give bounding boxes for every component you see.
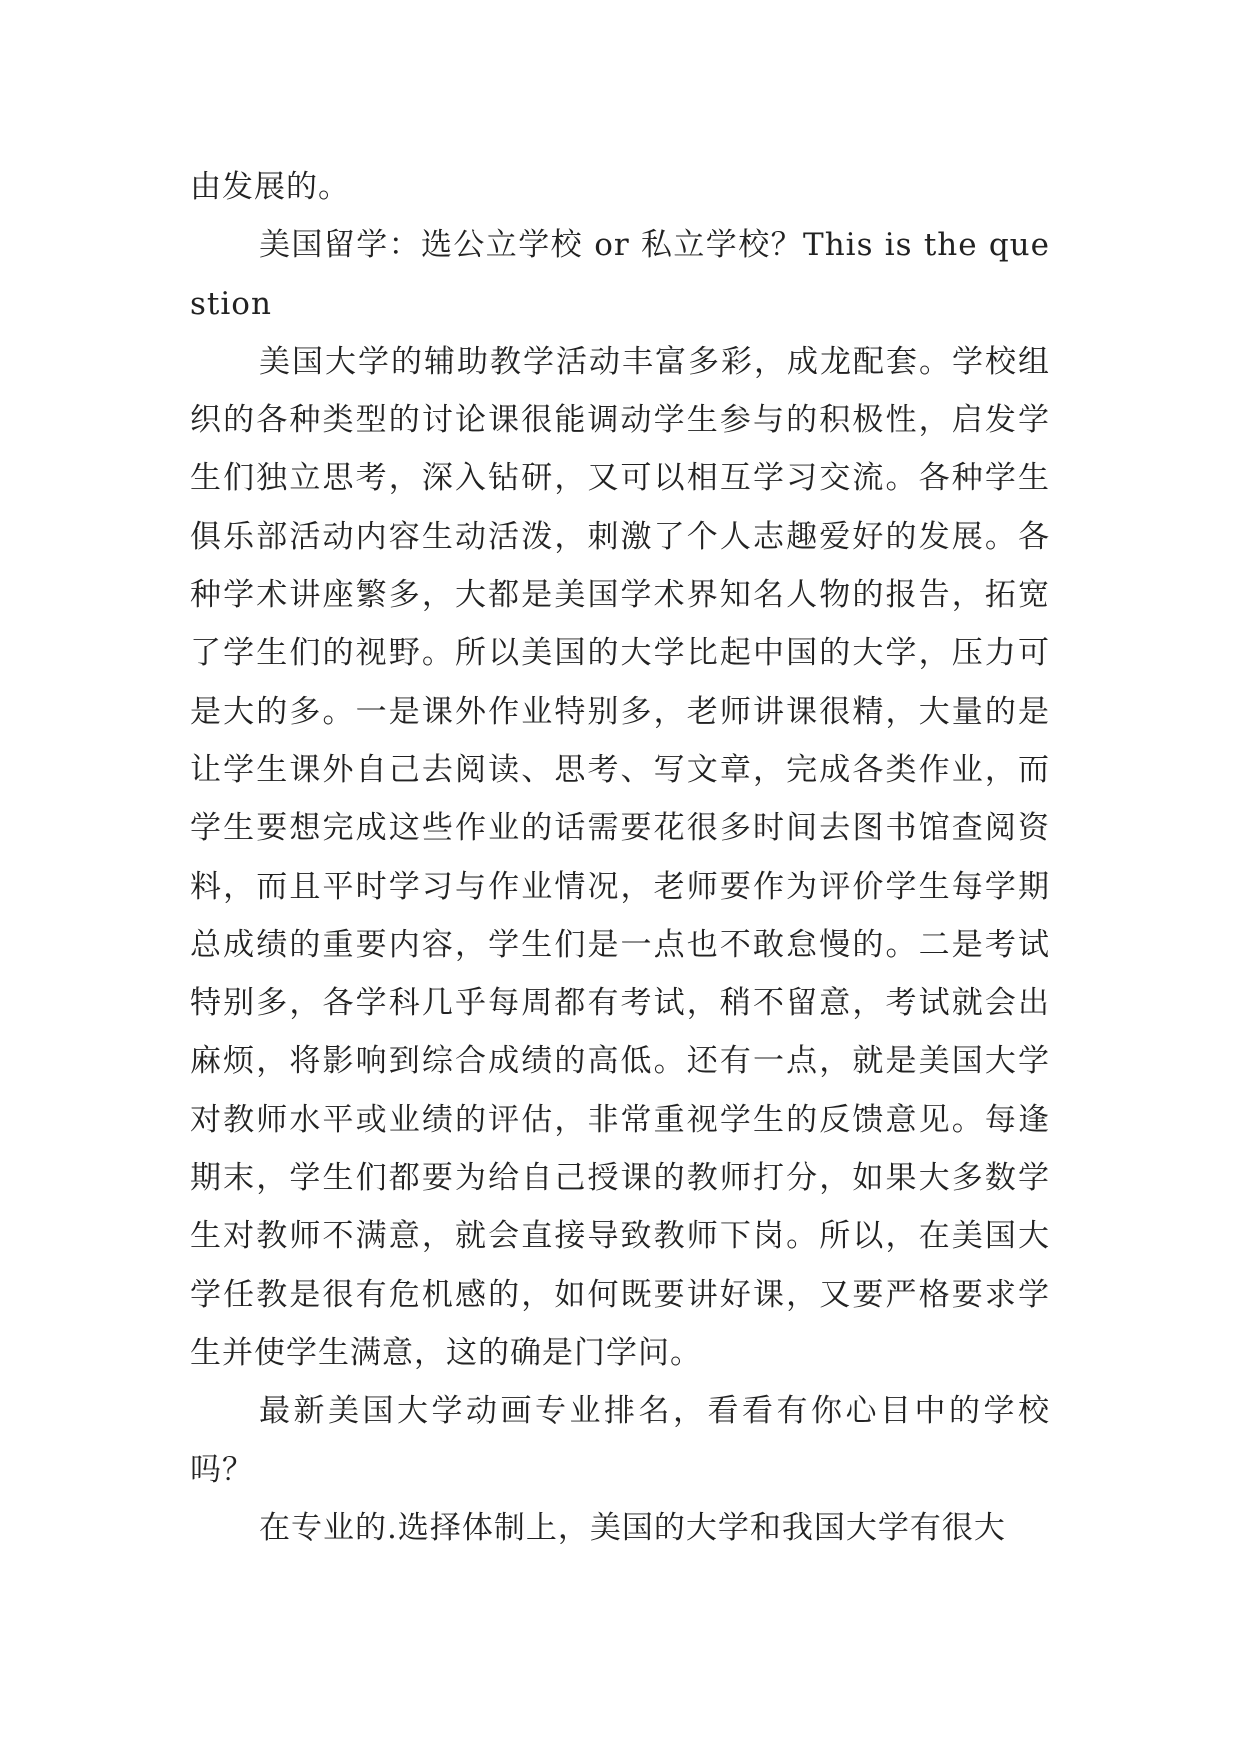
paragraph-heading-animation-ranking: 最新美国大学动画专业排名，看看有你心目中的学校吗？ — [190, 1393, 1050, 1488]
paragraph-continuation: 由发展的。 — [190, 169, 350, 205]
document-body — [190, 158, 1050, 1557]
paragraph-heading-public-private: 美国留学：选公立学校 or 私立学校？This is the question — [190, 227, 1050, 322]
paragraph-teaching-activities: 美国大学的辅助教学活动丰富多彩，成龙配套。学校组织的各种类型的讨论课很能调动学生参与的积极性，启发学生们独立思考，深入钻研，又可以相互学习交流。各种学生俱乐部活动内容生动活泼，刺激了个人志趣爱好的发展。各种学术讲座繁多，大都是美国学术界知名人物的报告，拓宽了学生们的视野。所以美国的大学比起中国的大学，压力可是大的多。一是课外作业特别多，老师讲课很精，大量的是让学生课外自己去阅读、思考、写文章，完成各类作业，而学生要想完成这些作业的话需要花很多时间去图书馆查阅资料，而且平时学习与作业情况，老师要作为评价学生每学期总成绩的重要内容，学生们是一点也不敢怠慢的。二是考试特别多，各学科几乎每周都有考试，稍不留意，考试就会出麻烦，将影响到综合成绩的高低。还有一点，就是美国大学对教师水平或业绩的评估，非常重视学生的反馈意见。每逢期末，学生们都要为给自己授课的教师打分，如果大多数学生对教师不满意，就会直接导致教师下岗。所以，在美国大学任教是很有危机感的，如何既要讲好课，又要严格要求学生并使学生满意，这的确是门学问。 — [190, 343, 1050, 1371]
paragraph-major-selection: 在专业的.选择体制上，美国的大学和我国大学有很大 — [259, 1509, 1006, 1546]
